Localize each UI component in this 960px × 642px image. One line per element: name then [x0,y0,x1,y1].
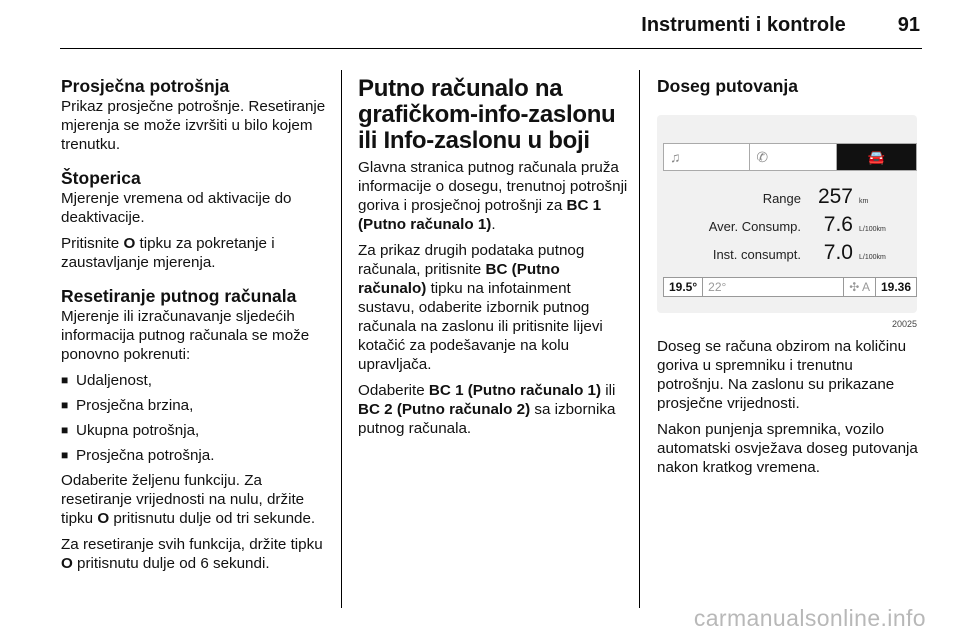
list-item: ■ Ukupna potrošnja, [61,421,329,440]
display-status-bar [663,277,917,297]
section-reset-title: Resetiranje putnog računala [61,286,297,306]
section-stopwatch-title: Štoperica [61,168,141,188]
header-title: Instrumenti i kontrole [641,14,846,36]
column-divider-1 [341,70,342,608]
phone-icon: ✆ [750,144,836,170]
image-code: 20025 [891,319,917,329]
range-row: Range 257 km [762,185,869,208]
range-text-2: Nakon punjenja spremnika, vozilo automatski osvježava doseg putovanja nakon kratkog vremena. [657,421,918,476]
reset-text-2: Odaberite željenu funkciju. Za resetiranje vrijednosti na nulu, držite tipku O pritisnutu dulje od tri sekunde. [61,472,316,527]
list-item: ■ Udaljenost, [61,371,329,390]
middle-column [358,76,628,445]
reset-text-3: Za resetiranje svih funkcija, držite tipku O pritisnutu dulje od 6 sekundi. [61,536,323,572]
reset-list [61,371,329,465]
column-divider-2 [639,70,640,608]
clock: 19.36 [880,279,911,294]
right-temperature: 22° [703,278,844,297]
left-temperature: 19.5° [664,278,703,297]
range-title: Doseg putovanja [657,76,798,96]
music-note-icon: ♫ [664,144,750,170]
trip-computer-text-2: Za prikaz drugih podataka putnog računala, pritisnite BC (Putno računalo) tipku na infotainment sustavu, odaberite izbornik putnog računala na zaslonu ili pritisnite lijevi kotačić za podešavanje na kolu upravljača. [358,242,603,373]
stopwatch-text-2: Pritisnite O tipku za pokretanje i zaustavljanje mjerenja. [61,235,275,271]
watermark: carmanualsonline.info [693,605,926,631]
page-header [641,14,920,37]
trip-computer-text-1: Glavna stranica putnog računala pruža informacije o dosegu, trenutnoj potrošnji goriva i prosječnoj potrošnji za BC 1 (Putno računalo 1). [358,159,628,233]
average-consumption-row: Aver. Consump. 7.6 L/100km [708,213,886,236]
trip-computer-text-3: Odaberite BC 1 (Putno računalo 1) ili BC 2 (Putno računalo 2) sa izbornika putnog računala. [358,382,616,437]
range-text-1: Doseg se računa obzirom na količinu goriva u spremniku i trenutnu potrošnju. Na zaslonu su prikazane prosječne vrijednosti. [657,338,907,412]
list-item: ■ Prosječna potrošnja. [61,446,329,465]
section-average-consumption-title: Prosječna potrošnja [61,76,230,96]
page-number: 91 [897,14,920,36]
info-display-figure [657,115,917,329]
fan-auto-icon: ✣ A [844,278,876,297]
display-tabs [663,143,917,171]
list-item: ■ Prosječna brzina, [61,396,329,415]
section-average-consumption-text: Prikaz prosječne potrošnje. Resetiranje mjerenja se može izvršiti u bilo kojem trenutku. [61,98,326,153]
reset-text-1: Mjerenje ili izračunavanje sljedećih informacija putnog računala se može ponovno pokrenuti: [61,308,310,363]
stopwatch-text-1: Mjerenje vremena od aktivacije do deaktivacije. [61,190,292,226]
car-icon: 🚘 [837,144,916,170]
instant-consumption-row: Inst. consumpt. 7.0 L/100km [712,241,886,264]
header-rule [60,48,922,49]
right-column [657,76,923,484]
left-column [61,76,329,580]
trip-computer-title: Putno računalo na grafičkom-info-zaslonu ili Info-zaslonu u boji [358,75,616,154]
